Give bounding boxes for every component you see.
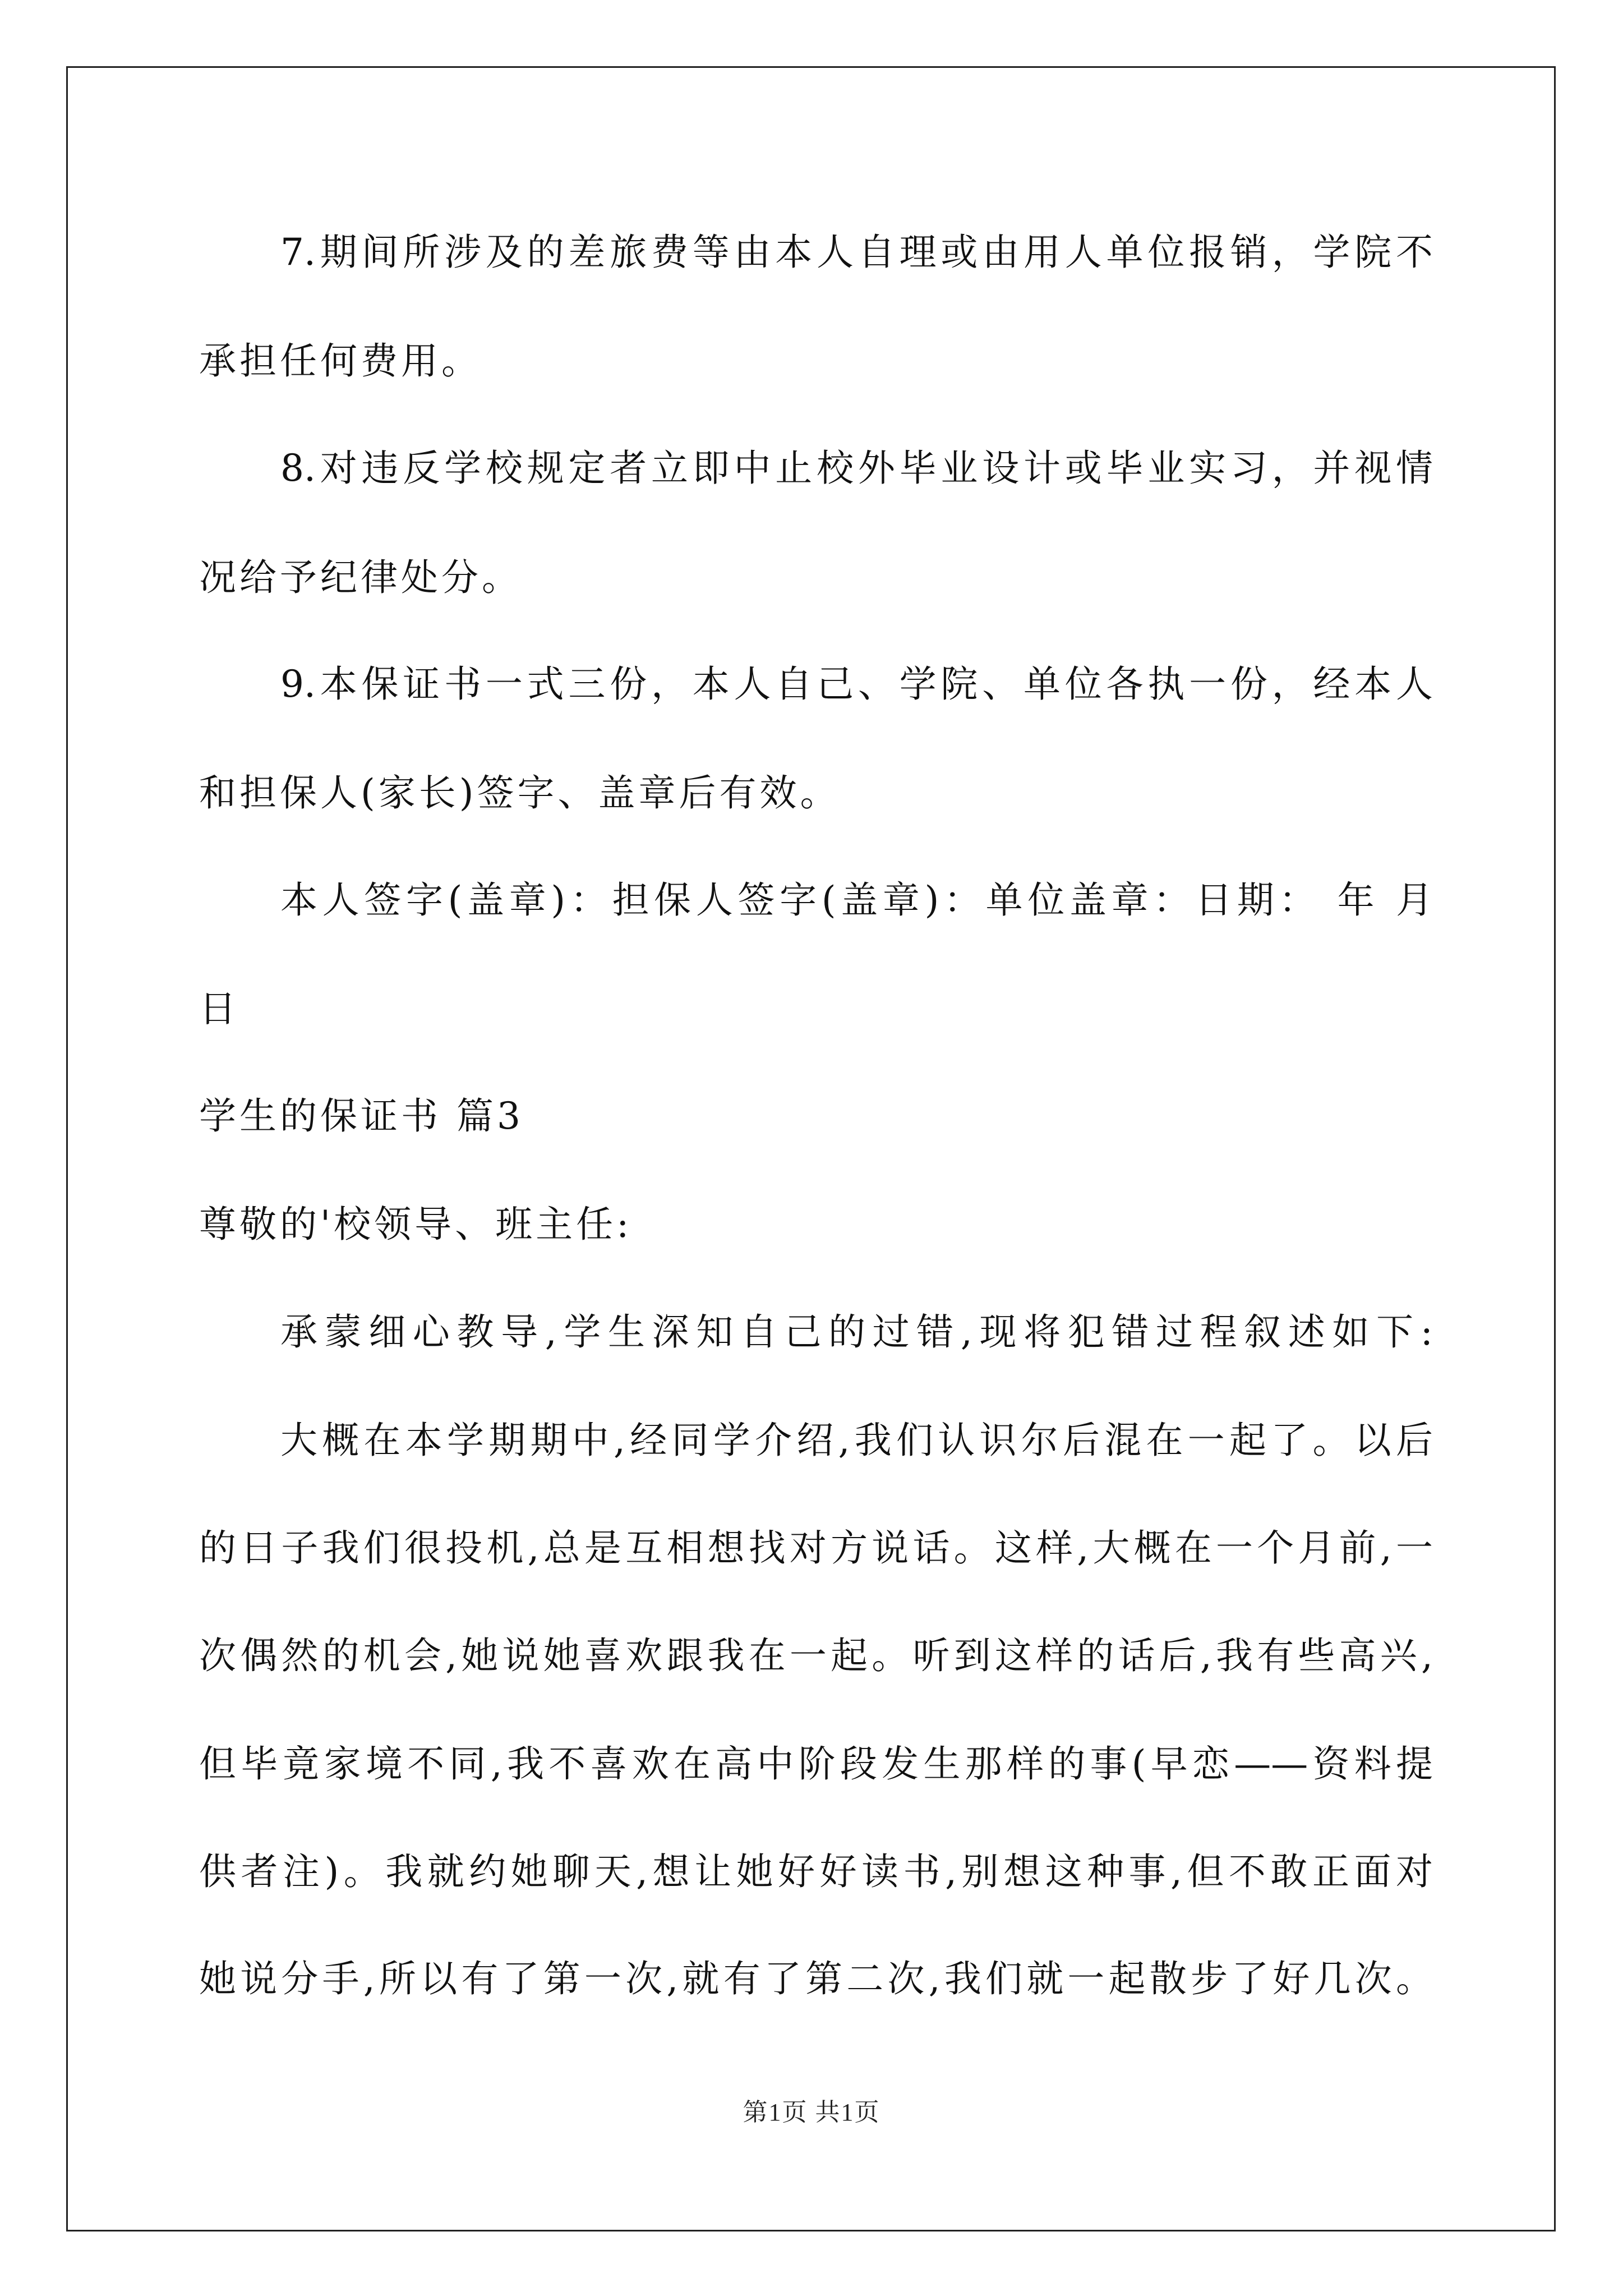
paragraph-body-line-2: 的日子我们很投机,总是互相想找对方说话。这样,大概在一个月前,一 — [199, 1526, 1433, 1570]
paragraph-body-line-1: 大概在本学期期中,经同学介绍,我们认识尔后混在一起了。以后 — [280, 1419, 1433, 1462]
section-title: 学生的保证书 篇3 — [199, 1094, 524, 1138]
paragraph-9-line-1: 9.本保证书一式三份，本人自己、学院、单位各执一份，经本人 — [280, 662, 1433, 706]
paragraph-7-line-1: 7.期间所涉及的差旅费等由本人自理或由用人单位报销，学院不 — [280, 231, 1433, 274]
paragraph-8-line-1: 8.对违反学校规定者立即中止校外毕业设计或毕业实习，并视情 — [280, 447, 1433, 490]
signature-day: 日 — [199, 987, 239, 1030]
salutation: 尊敬的'校领导、班主任: — [199, 1203, 633, 1246]
paragraph-9-line-2: 和担保人(家长)签字、盖章后有效。 — [199, 771, 841, 815]
paragraph-body-line-5: 供者注)。我就约她聊天,想让她好好读书,别想这种事,但不敢正面对 — [199, 1850, 1433, 1893]
paragraph-body-line-4: 但毕竟家境不同,我不喜欢在高中阶段发生那样的事(早恋——资料提 — [199, 1742, 1433, 1786]
signature-line: 本人签字(盖章)：担保人签字(盖章)：单位盖章：日期： 年 月 — [280, 878, 1433, 922]
paragraph-body-line-6: 她说分手,所以有了第一次,就有了第二次,我们就一起散步了好几次。 — [199, 1957, 1433, 2000]
paragraph-8-line-2: 况给予纪律处分。 — [199, 556, 522, 599]
paragraph-intro: 承蒙细心教导,学生深知自己的过错,现将犯错过程叙述如下: — [280, 1310, 1433, 1354]
page-border — [66, 66, 1556, 2231]
page-number-footer: 第1页 共1页 — [743, 2099, 880, 2126]
paragraph-body-line-3: 次偶然的机会,她说她喜欢跟我在一起。听到这样的话后,我有些高兴, — [199, 1634, 1433, 1677]
paragraph-7-line-2: 承担任何费用。 — [199, 339, 482, 383]
